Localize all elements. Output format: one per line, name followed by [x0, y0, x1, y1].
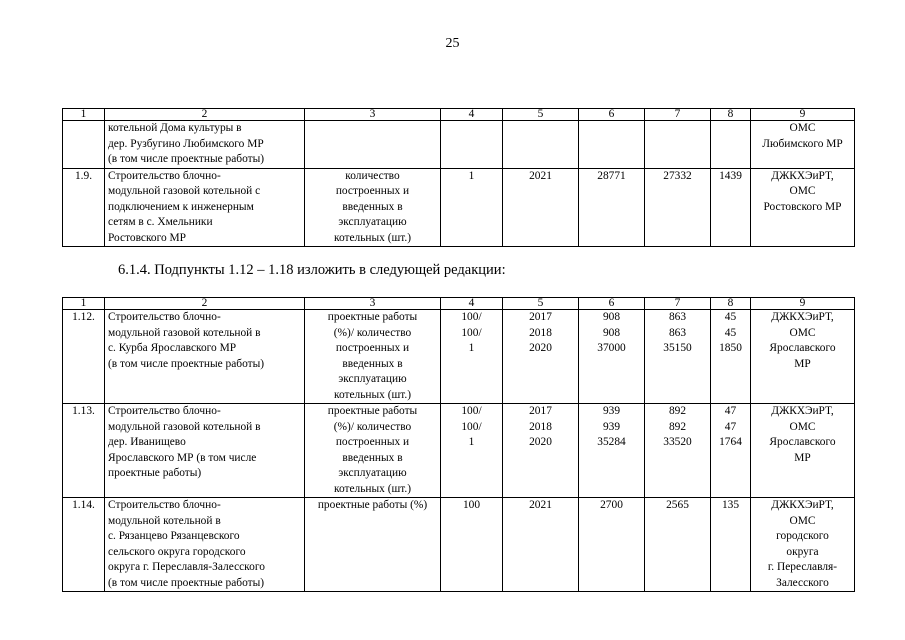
year-line: 2018 [529, 420, 552, 433]
measure-name-cell [105, 121, 305, 169]
row-number-cell: 1.12. [63, 310, 105, 404]
executor-line: городского [776, 530, 829, 542]
cost-col8-cell [711, 168, 751, 247]
table-row [63, 310, 855, 404]
table-row [63, 168, 855, 247]
year-line: 2020 [529, 342, 552, 354]
cost-col7-line: 27332 [663, 169, 692, 182]
year-line: 2018 [529, 326, 552, 339]
indicator-line: построенных и [335, 185, 410, 197]
program-table-revised [62, 297, 855, 592]
column-number-cell: 8 [711, 298, 751, 310]
indicator-value-cell [441, 121, 503, 169]
indicator-value-cell [441, 498, 503, 592]
total-cost-cell [579, 121, 645, 169]
column-number-cell: 2 [105, 298, 305, 310]
executor-line: г. Переславля- [767, 561, 838, 573]
year-line: 2017 [529, 405, 552, 417]
indicator-line: количество [345, 169, 400, 182]
indicator-line: построенных и [335, 436, 410, 448]
measure-name-line: (в том числе проектные работы) [108, 357, 265, 370]
total-cost-cell [579, 168, 645, 247]
indicator-line: эксплуатацию [338, 467, 407, 479]
row-number-cell: 1.9. [63, 168, 105, 247]
indicator-value-line: 1 [468, 169, 475, 182]
indicator-line: котельных (шт.) [333, 388, 412, 401]
measure-name-line: Строительство блочно- [108, 169, 221, 182]
total-cost-line: 28771 [597, 169, 626, 182]
executor-line: ОМС [789, 514, 816, 527]
executor-line: ОМС [789, 326, 816, 339]
indicator-value-line: 100/ [461, 405, 482, 417]
measure-name-cell [105, 168, 305, 247]
column-number-cell: 9 [751, 109, 855, 121]
executor-line: Ярославского [769, 342, 836, 354]
indicator-cell [305, 168, 441, 247]
executor-line: округа [786, 545, 819, 558]
column-number-cell: 4 [441, 298, 503, 310]
section-heading: 6.1.4. Подпункты 1.12 – 1.18 изложить в следующей редакции: [118, 262, 506, 278]
cost-col8-line: 45 [724, 326, 737, 339]
measure-name-line: Строительство блочно- [108, 499, 221, 511]
cost-col8-line: 1764 [719, 436, 742, 448]
executor-cell [751, 121, 855, 169]
executor-line: ОМС [789, 185, 816, 197]
cost-col7-line: 35150 [663, 342, 692, 354]
column-number-cell: 2 [105, 109, 305, 121]
year-cell [503, 498, 579, 592]
indicator-value-cell [441, 404, 503, 498]
column-number-cell: 3 [305, 298, 441, 310]
measure-name-line: модульной котельной в [108, 514, 221, 527]
total-cost-line: 939 [602, 405, 621, 417]
cost-col7-line: 2565 [666, 499, 689, 511]
measure-name-cell [105, 498, 305, 592]
indicator-cell [305, 404, 441, 498]
year-line: 2017 [529, 311, 552, 323]
total-cost-line: 35284 [597, 436, 626, 448]
measure-name-line: с. Курба Ярославского МР [108, 342, 237, 354]
executor-cell [751, 498, 855, 592]
executor-line: МР [794, 357, 811, 370]
year-line: 2021 [529, 169, 552, 182]
indicator-line: введенных в [342, 200, 403, 213]
column-number-cell: 5 [503, 109, 579, 121]
total-cost-line: 908 [602, 311, 621, 323]
table-row [63, 404, 855, 498]
year-cell [503, 121, 579, 169]
total-cost-line: 2700 [600, 499, 623, 511]
measure-name-line: проектные работы) [108, 467, 202, 479]
column-number-cell: 1 [63, 298, 105, 310]
measure-name-line: Ростовского МР [108, 231, 187, 244]
total-cost-line: 939 [602, 420, 621, 433]
cost-col8-line: 1439 [719, 169, 742, 182]
column-number-cell: 6 [579, 109, 645, 121]
cost-col7-line: 892 [668, 405, 687, 417]
cost-col7-cell [645, 498, 711, 592]
executor-line: ДЖКХЭиРТ, [771, 169, 834, 182]
cost-col7-cell [645, 404, 711, 498]
cost-col7-cell [645, 121, 711, 169]
total-cost-cell [579, 404, 645, 498]
row-number-cell [63, 121, 105, 169]
cost-col8-line: 1850 [719, 342, 742, 354]
total-cost-line: 37000 [597, 342, 626, 354]
table-row [63, 498, 855, 592]
measure-name-line: сельского округа городского [108, 545, 246, 558]
executor-line: ДЖКХЭиРТ, [771, 499, 834, 511]
cost-col8-line: 45 [724, 311, 737, 323]
measure-name-line: округа г. Переславля-Залесского [108, 561, 265, 573]
column-number-cell: 7 [645, 298, 711, 310]
page-number: 25 [445, 36, 460, 51]
year-cell [503, 168, 579, 247]
executor-cell [751, 168, 855, 247]
indicator-line: эксплуатацию [338, 373, 407, 385]
indicator-line: введенных в [342, 451, 403, 464]
column-number-cell: 4 [441, 109, 503, 121]
column-number-cell: 5 [503, 298, 579, 310]
column-number-row [63, 298, 855, 310]
indicator-line: построенных и [335, 342, 410, 354]
total-cost-cell [579, 310, 645, 404]
measure-name-line: котельной Дома культуры в [108, 122, 242, 134]
executor-line: Ярославского [769, 436, 836, 448]
indicator-value-line: 100/ [461, 420, 482, 433]
indicator-line: проектные работы (%) [317, 499, 428, 511]
executor-line: ОМС [789, 420, 816, 433]
executor-line: Любимского МР [762, 137, 843, 150]
indicator-line: котельных (шт.) [333, 482, 412, 495]
executor-line: ДЖКХЭиРТ, [771, 405, 834, 417]
year-line: 2021 [529, 499, 552, 511]
executor-line: МР [794, 451, 811, 464]
column-number-cell: 8 [711, 109, 751, 121]
measure-name-line: дер. Рузбугино Любимского МР [108, 137, 264, 150]
measure-name-line: модульной газовой котельной в [108, 420, 261, 433]
year-cell [503, 310, 579, 404]
indicator-cell [305, 310, 441, 404]
measure-name-line: Ярославского МР (в том числе [108, 451, 257, 464]
cost-col7-line: 33520 [663, 436, 692, 448]
indicator-cell [305, 121, 441, 169]
cost-col8-cell [711, 310, 751, 404]
cost-col8-cell [711, 404, 751, 498]
cost-col7-cell [645, 168, 711, 247]
cost-col7-line: 892 [668, 420, 687, 433]
program-table-continued [62, 108, 855, 247]
indicator-line: эксплуатацию [338, 216, 407, 228]
cost-col7-line: 863 [668, 326, 687, 339]
cost-col7-cell [645, 310, 711, 404]
measure-name-line: (в том числе проектные работы) [108, 153, 265, 165]
indicator-line: (%)/ количество [333, 326, 412, 339]
indicator-line: котельных (шт.) [333, 231, 412, 244]
measure-name-line: Строительство блочно- [108, 311, 221, 323]
executor-cell [751, 404, 855, 498]
year-line: 2020 [529, 436, 552, 448]
row-number-cell: 1.14. [63, 498, 105, 592]
column-number-cell: 9 [751, 298, 855, 310]
executor-line: Залесского [776, 576, 829, 589]
measure-name-line: сетям в с. Хмельники [108, 216, 213, 228]
year-cell [503, 404, 579, 498]
indicator-value-line: 100/ [461, 311, 482, 323]
indicator-value-cell [441, 168, 503, 247]
cost-col8-line: 135 [721, 499, 740, 511]
indicator-line: проектные работы [327, 405, 418, 417]
column-number-cell: 6 [579, 298, 645, 310]
column-number-cell: 7 [645, 109, 711, 121]
column-number-cell: 3 [305, 109, 441, 121]
measure-name-cell [105, 310, 305, 404]
column-number-row [63, 109, 855, 121]
executor-cell [751, 310, 855, 404]
indicator-line: (%)/ количество [333, 420, 412, 433]
cost-col8-line: 47 [724, 405, 737, 417]
measure-name-line: дер. Иванищево [108, 436, 186, 448]
column-number-cell: 1 [63, 109, 105, 121]
measure-name-line: модульной газовой котельной в [108, 326, 261, 339]
indicator-value-line: 100/ [461, 326, 482, 339]
total-cost-cell [579, 498, 645, 592]
cost-col8-cell [711, 498, 751, 592]
executor-line: ДЖКХЭиРТ, [771, 311, 834, 323]
measure-name-line: (в том числе проектные работы) [108, 576, 265, 589]
measure-name-line: Строительство блочно- [108, 405, 221, 417]
indicator-cell [305, 498, 441, 592]
indicator-line: введенных в [342, 357, 403, 370]
indicator-value-cell [441, 310, 503, 404]
cost-col8-line: 47 [724, 420, 737, 433]
indicator-value-line: 1 [468, 342, 475, 354]
measure-name-line: с. Рязанцево Рязанцевского [108, 530, 240, 542]
total-cost-line: 908 [602, 326, 621, 339]
executor-line: ОМС [789, 122, 816, 134]
cost-col8-cell [711, 121, 751, 169]
executor-line: Ростовского МР [763, 200, 842, 213]
indicator-value-line: 1 [468, 436, 475, 448]
indicator-value-line: 100 [462, 499, 481, 511]
measure-name-cell [105, 404, 305, 498]
cost-col7-line: 863 [668, 311, 687, 323]
measure-name-line: подключением к инженерным [108, 200, 254, 213]
measure-name-line: модульной газовой котельной с [108, 185, 261, 197]
indicator-line: проектные работы [327, 311, 418, 323]
row-number-cell: 1.13. [63, 404, 105, 498]
table-row [63, 121, 855, 169]
